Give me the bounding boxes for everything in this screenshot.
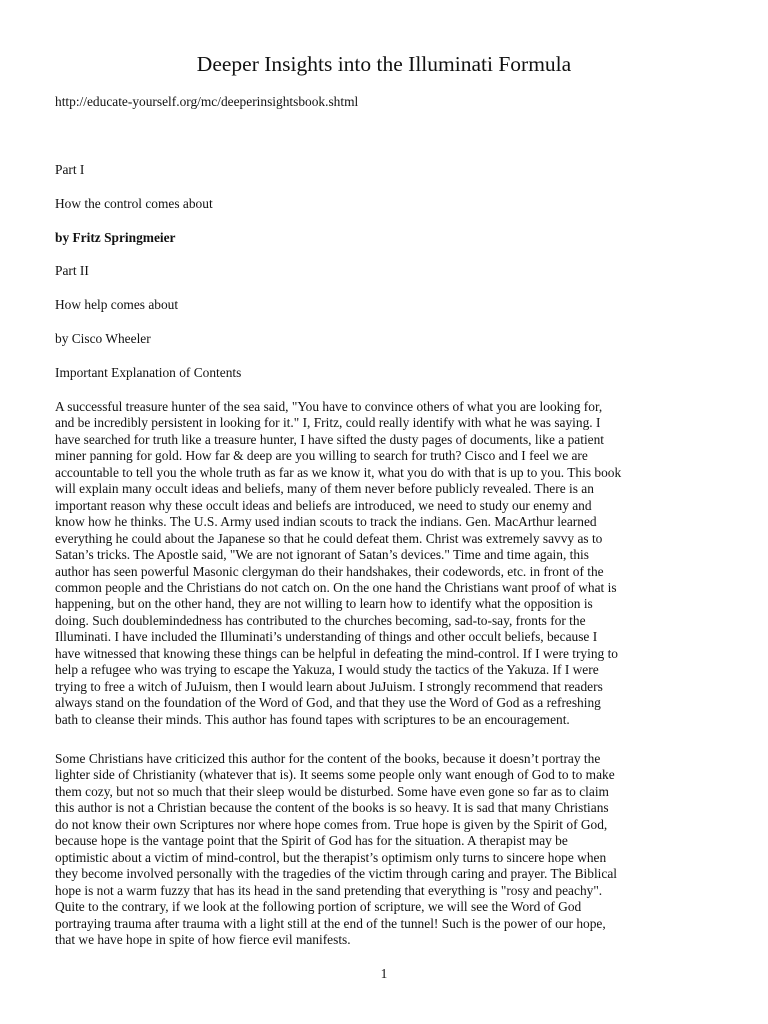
paragraph-line: that we have hope in spite of how fierce evil manifests. [55, 931, 351, 947]
paragraph-line: always stand on the foundation of the Word of God, and that they use the Word of God as a refreshing [55, 695, 601, 711]
paragraph-line: Illuminati. I have included the Illuminati’s understanding of things and other occult beliefs, because I [55, 629, 598, 645]
paragraph-2 [55, 751, 715, 948]
paragraph-line: them cozy, but not so much that their sleep would be disturbed. Some have even gone so far as to claim [55, 783, 609, 799]
page-number: 1 [380, 966, 388, 981]
paragraph-line: they become involved personally with the tragedies of the victim through caring and prayer. The Biblical [55, 866, 617, 882]
paragraph-line: optimistic about a victim of mind-control, but the therapist’s optimism only turns to sincere hope when [55, 849, 607, 865]
paragraph-line: will explain many occult ideas and beliefs, many of them never before publicly revealed. There is an [55, 481, 594, 497]
paragraph-line: common people and the Christians do not catch on. On the one hand the Christians want proof of what is [55, 579, 617, 595]
paragraph-line: bath to cleanse their minds. This author has found tapes with scriptures to be an encouragement. [55, 711, 570, 727]
paragraph-line: this author is not a Christian because the content of the books is so heavy. It is sad that many Christians [55, 800, 609, 816]
paragraph-line: because hope is the vantage point that the Spirit of God has for the situation. A therapist may be [55, 833, 568, 849]
paragraph-line: trying to free a witch of JuJuism, then I would learn about JuJuism. I strongly recommend that readers [55, 678, 603, 694]
section-heading: Important Explanation of Contents [55, 365, 242, 380]
paragraph-line: lighter side of Christianity (whatever that is). It seems some people only want enough of God to to make [55, 767, 615, 783]
paragraph-line: important reason why these occult ideas and beliefs are introduced, we need to study our enemy and [55, 497, 592, 513]
paragraph-line: and be incredibly persistent in looking for it." I, Fritz, could really identify with what he was saying. I [55, 415, 601, 431]
paragraph-line: miner panning for gold. How far & deep are you willing to search for truth? Cisco and I feel we are [55, 448, 588, 464]
paragraph-line: have searched for truth like a treasure hunter, I have sifted the dusty pages of documents, like a patient [55, 431, 605, 447]
paragraph-line: Quite to the contrary, if we look at the following portion of scripture, we will see the Word of God [55, 899, 582, 915]
paragraph-line: author has seen powerful Masonic clergyman do their handshakes, their codewords, etc. in front of the [55, 563, 604, 579]
paragraph-line: Satan’s tricks. The Apostle said, "We are not ignorant of Satan’s devices." Time and time again, this [55, 547, 589, 563]
part1-title: How the control comes about [55, 196, 213, 211]
source-url: http://educate-yourself.org/mc/deeperinsightsbook.shtml [55, 94, 359, 109]
paragraph-line: everything he could about the Japanese so that he could defeat them. Christ was extremely savvy as to [55, 530, 603, 546]
paragraph-line: accountable to tell you the whole truth as far as we know it, what you do with that is up to you. This book [55, 464, 622, 480]
part1-label: Part I [55, 162, 85, 177]
document-title: Deeper Insights into the Illuminati Formula [196, 52, 572, 76]
paragraph-line: do not know their own Scriptures nor where hope comes from. True hope is given by the Spirit of God, [55, 816, 608, 832]
part1-author: by Fritz Springmeier [55, 230, 176, 245]
paragraph-line: help a refugee who was trying to escape the Yakuza, I would study the tactics of the Yakuza. If I were [55, 662, 599, 678]
paragraph-line: Some Christians have criticized this author for the content of the books, because it doesn’t portray the [55, 751, 601, 766]
paragraph-line: happening, but on the other hand, they are not willing to learn how to identify what the opposition is [55, 596, 593, 612]
paragraph-line: have witnessed that knowing these things can be helpful in defeating the mind-control. If I were trying to [55, 645, 618, 661]
part2-title: How help comes about [55, 297, 179, 312]
part2-author: by Cisco Wheeler [55, 331, 151, 346]
paragraph-line: A successful treasure hunter of the sea said, "You have to convince others of what you are looking for, [55, 399, 603, 414]
part2-label: Part II [55, 263, 89, 278]
paragraph-line: know how he thinks. The U.S. Army used indian scouts to track the indians. Gen. MacArthur learned [55, 514, 597, 530]
paragraph-1 [55, 399, 715, 728]
paragraph-line: hope is not a warm fuzzy that has its head in the sand pretending that everything is "rosy and peachy". [55, 882, 603, 898]
paragraph-line: doing. Such doublemindedness has contributed to the churches becoming, sad-to-say, fronts for the [55, 612, 586, 628]
paragraph-line: portraying trauma after trauma with a light still at the end of the tunnel! Such is the power of our hope, [55, 915, 606, 931]
